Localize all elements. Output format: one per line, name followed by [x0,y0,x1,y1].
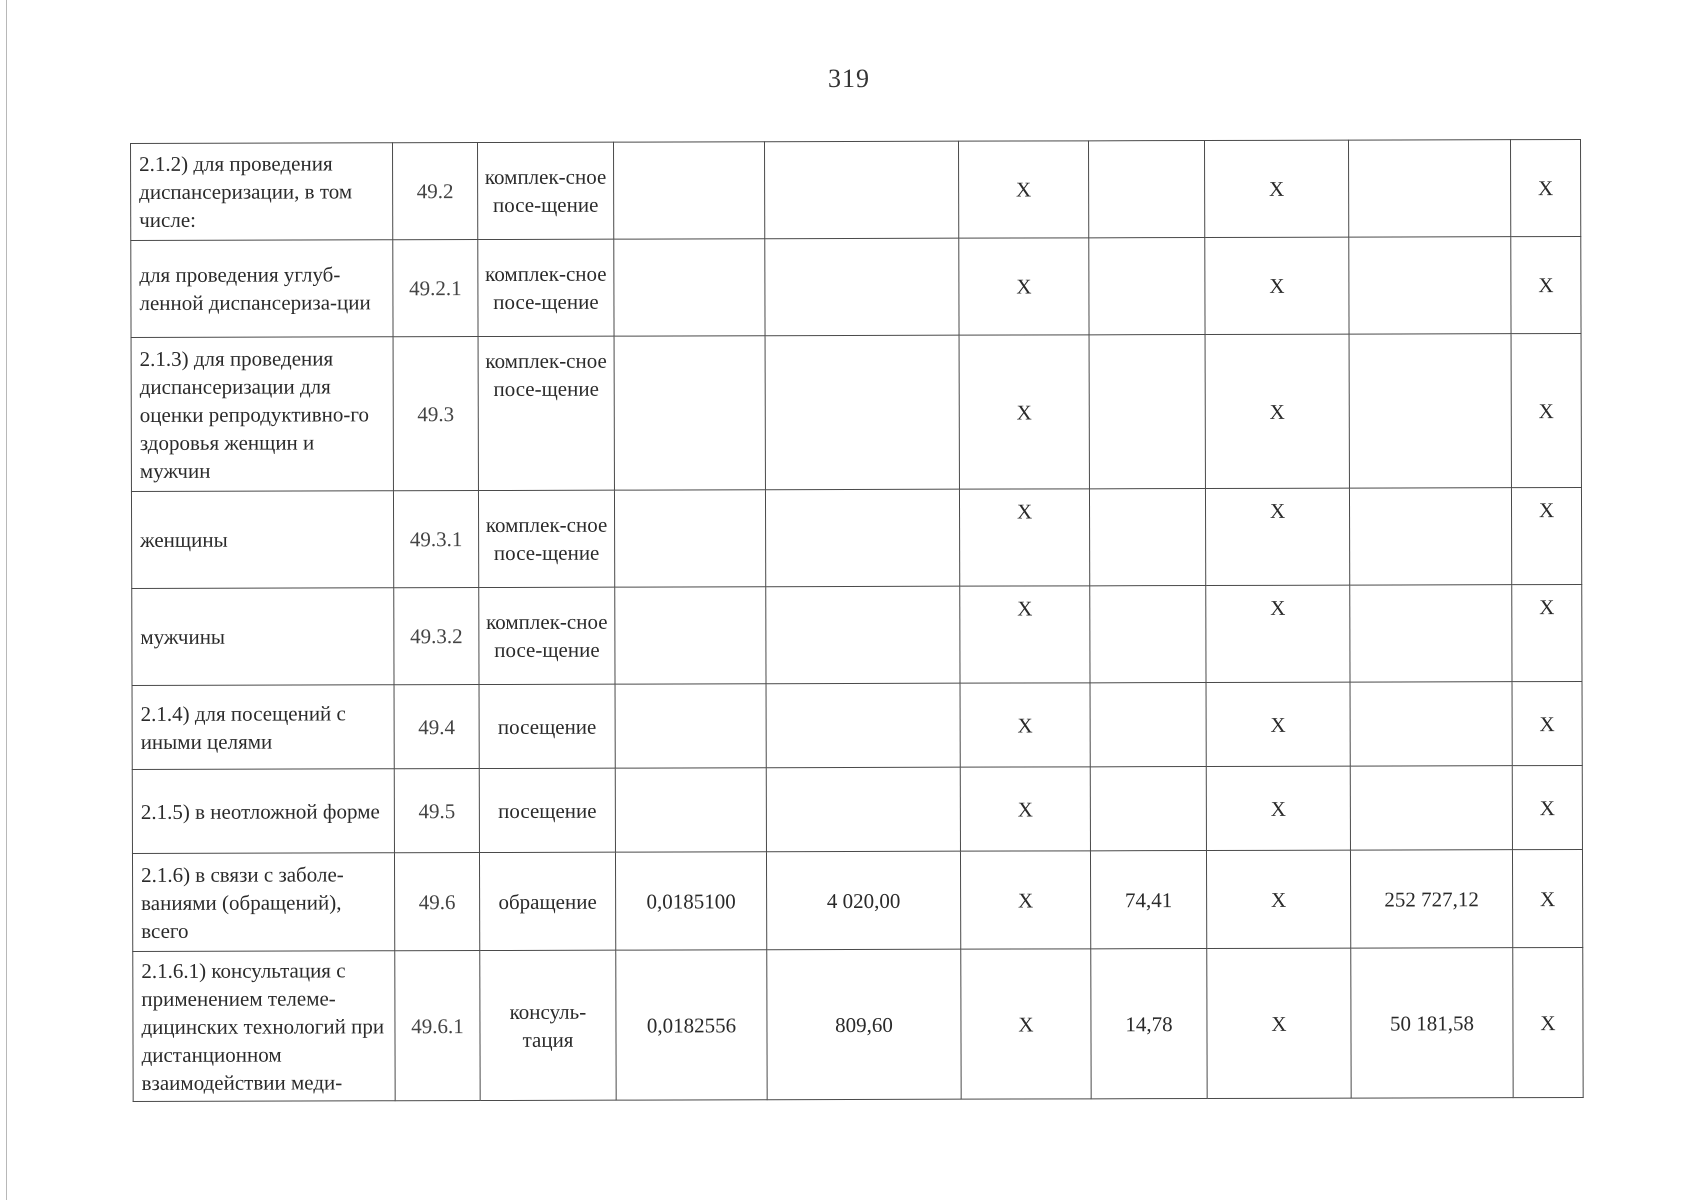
row-name: 2.1.6.1) консультация с применением телеме-дицинских технологий при дистанционном взаимодействии меди- [133,951,395,1102]
row-code: 49.3.1 [393,491,478,588]
cell-per-capita [1089,237,1205,334]
row-unit: комплек-сное посе-щение [478,239,614,336]
cell-x: X [960,683,1090,767]
cell-x: X [1512,765,1582,849]
cell-x: X [1511,333,1581,487]
page-number: 319 [828,64,870,93]
cell-x: X [1206,766,1350,850]
cell-x: X [1207,948,1351,1098]
table-row [133,947,1583,1101]
table-row [131,139,1581,240]
cell-total [1348,140,1510,237]
cell-total [1350,766,1512,850]
row-code: 49.3.2 [394,588,479,685]
page-left-edge [6,0,7,1200]
row-name: 2.1.2) для проведения диспансеризации, в том числе: [131,143,393,241]
cell-x: X [959,238,1089,335]
cell-x: X [960,586,1090,683]
row-name: женщины [131,491,393,589]
cell-total [1350,682,1512,766]
cell-x: X [1206,682,1350,766]
cell-cost [766,767,960,852]
cell-per-capita [1088,140,1204,237]
row-unit: посещение [479,684,615,768]
table-row [132,849,1582,951]
cell-per-capita [1090,766,1206,850]
cell-x: X [961,949,1091,1099]
cell-cost [765,335,959,490]
table-row [131,236,1581,337]
row-name: для проведения углуб-ленной диспансериза-ции [131,240,393,338]
cell-cost [765,238,959,336]
cell-total [1349,237,1511,334]
cell-x: X [1204,140,1348,237]
cell-x: X [959,489,1089,586]
row-code: 49.6.1 [395,951,480,1101]
row-unit: комплек-сное посе-щение [478,490,614,587]
cell-cost [765,489,959,587]
cell-rate: 0,0185100 [615,852,766,950]
cell-x: X [1205,488,1349,585]
row-unit: комплек-сное посе-щение [478,336,614,490]
cell-rate [614,239,765,336]
cell-x: X [1513,947,1583,1097]
row-unit: посещение [479,768,615,852]
cell-cost: 4 020,00 [766,851,960,950]
row-code: 49.6 [394,853,479,951]
cell-total: 252 727,12 [1350,850,1512,948]
cell-rate: 0,0182556 [616,950,767,1100]
row-code: 49.2 [393,143,478,240]
data-table [130,139,1584,1102]
row-code: 49.2.1 [393,240,478,337]
cell-per-capita [1090,585,1206,682]
row-code: 49.5 [394,769,479,853]
cell-x: X [1512,681,1582,765]
cell-rate [613,142,764,239]
cell-x: X [1512,584,1582,681]
row-name: мужчины [132,588,394,686]
cell-per-capita [1090,682,1206,766]
cell-cost [766,586,960,684]
cell-x: X [1206,585,1350,682]
cell-total [1349,334,1511,488]
cell-total: 50 181,58 [1351,948,1513,1098]
cell-cost: 809,60 [767,949,961,1100]
cell-x: X [1510,139,1580,236]
cell-rate [615,768,766,852]
cell-x: X [1205,334,1349,488]
cell-per-capita [1089,334,1205,488]
cell-x: X [958,141,1088,238]
cell-per-capita: 74,41 [1090,850,1206,948]
table-row [131,487,1581,588]
cell-x: X [1206,850,1350,948]
cell-x: X [1205,237,1349,334]
table-row [132,584,1582,685]
cell-x: X [1512,849,1582,947]
row-name: 2.1.6) в связи с заболе-ваниями (обращений), всего [132,853,394,952]
row-name: 2.1.3) для проведения диспансеризации для оценки репродуктивно-го здоровья женщин и мужчин [131,337,393,492]
cell-total [1349,488,1511,585]
table-row [132,681,1582,769]
row-code: 49.4 [394,685,479,769]
cell-rate [615,684,766,768]
cell-rate [614,336,765,490]
cell-total [1350,585,1512,682]
row-unit: консуль-тация [480,950,616,1100]
table-row [131,333,1581,491]
cell-x: X [1511,236,1581,333]
row-code: 49.3 [393,337,478,491]
row-unit: обращение [479,852,615,950]
cell-per-capita: 14,78 [1091,948,1207,1098]
row-name: 2.1.5) в неотложной форме [132,769,394,854]
cell-x: X [960,767,1090,851]
cell-x: X [959,335,1089,489]
row-unit: комплек-сное посе-щение [478,142,614,239]
cell-cost [764,141,958,239]
cell-x: X [1511,487,1581,584]
cell-per-capita [1089,488,1205,585]
cell-x: X [960,851,1090,949]
row-unit: комплек-сное посе-щение [479,587,615,684]
table-row [132,765,1582,853]
row-name: 2.1.4) для посещений с иными целями [132,685,394,770]
cell-rate [614,490,765,587]
cell-rate [615,587,766,684]
cell-cost [766,683,960,768]
